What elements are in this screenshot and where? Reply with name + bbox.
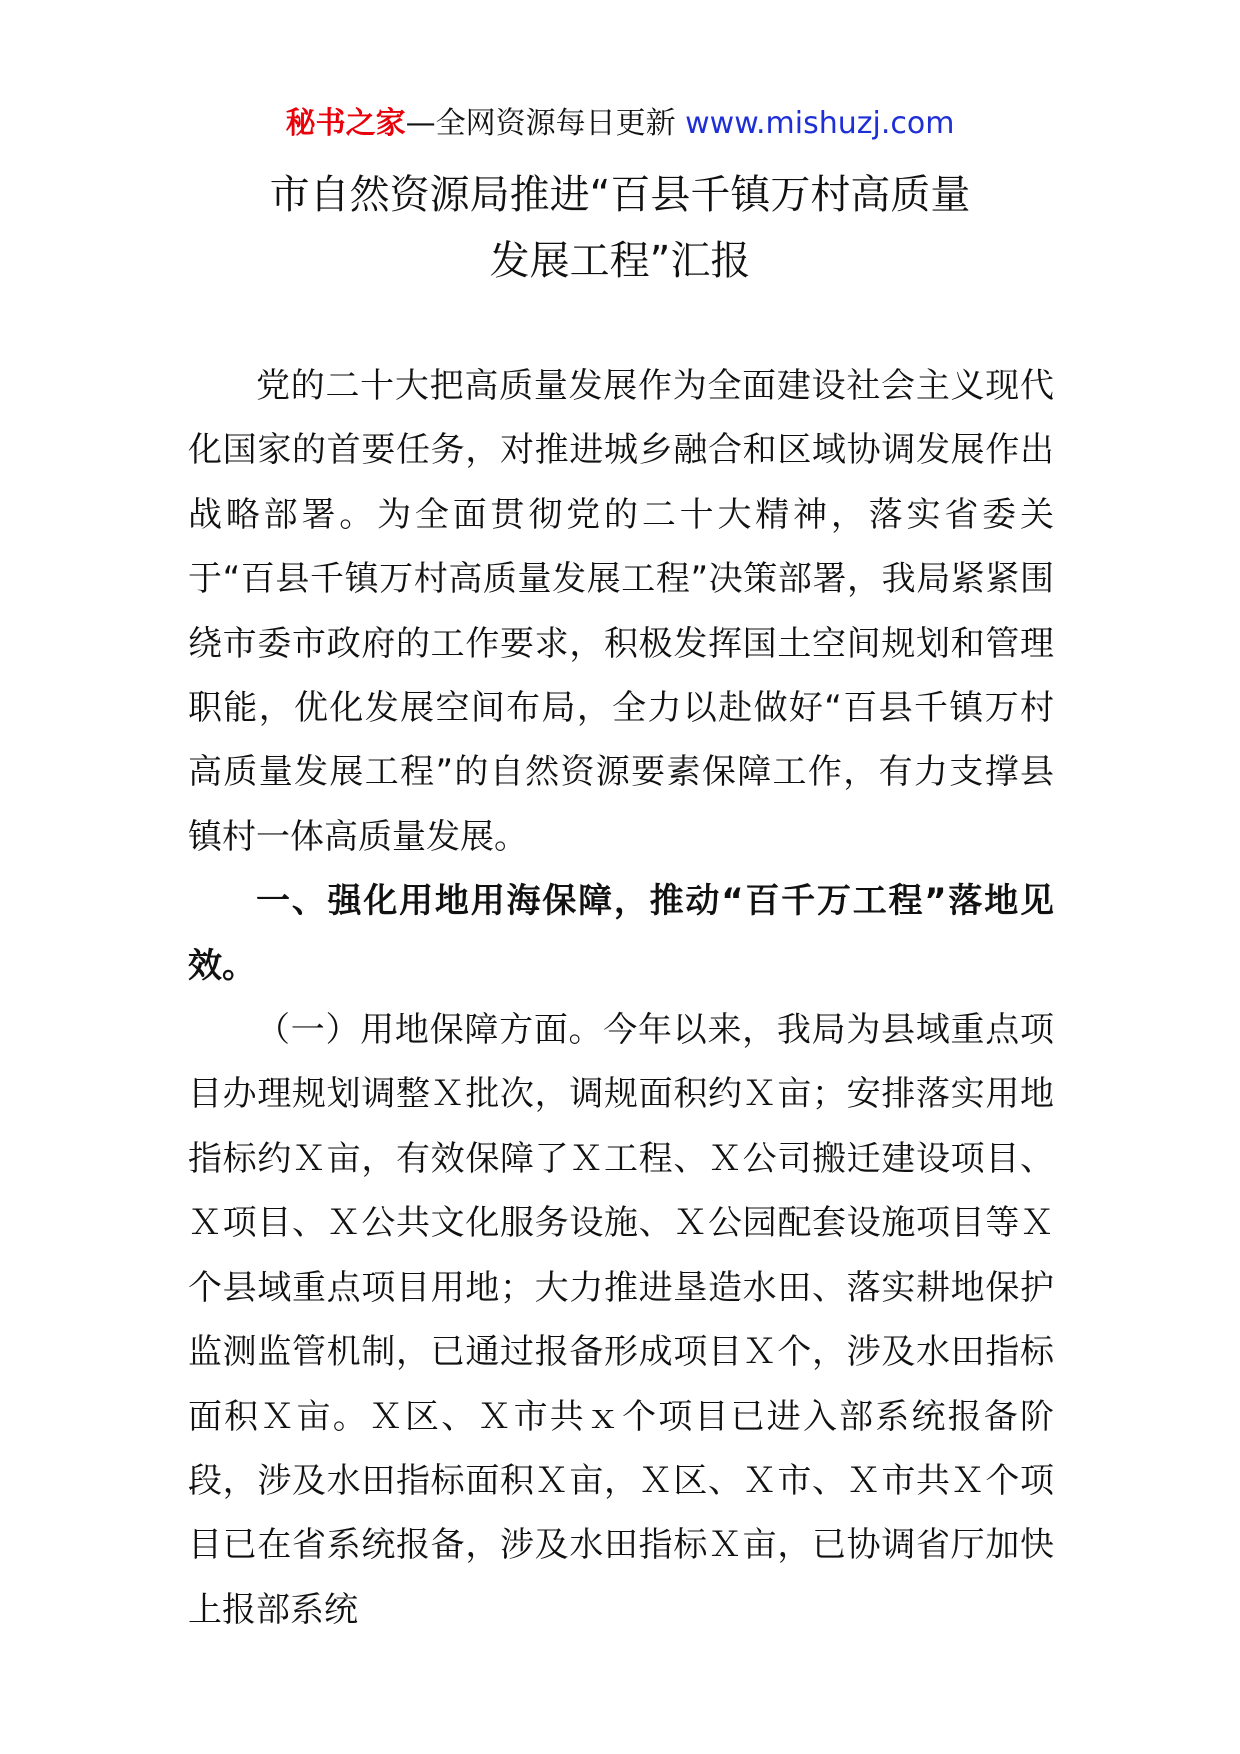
header-tagline: —全网资源每日更新 [405, 106, 676, 141]
title-line-2: 发展工程”汇报 [489, 238, 751, 284]
section-heading-1: 一、强化用地用海保障，推动“百千万工程”落地见效。 [188, 881, 1054, 986]
brand-name: 秘书之家 [285, 106, 406, 141]
site-header [0, 100, 1240, 148]
site-url-link[interactable]: www.mishuzj.com [685, 106, 955, 141]
subsection-paragraph-1: （一）用地保障方面。今年以来，我局为县域重点项目办理规划调整Ｘ批次，调规面积约Ｘ亩；安排落实用地指标约Ｘ亩，有效保障了Ｘ工程、Ｘ公司搬迁建设项目、Ｘ项目、Ｘ公共文化服务设施、Ｘ公园配套设施项目等Ｘ个县域重点项目用地；大力推进垦造水田、落实耕地保护监测监管机制，已通过报备形成项目Ｘ个，涉及水田指标面积Ｘ亩。Ｘ区、Ｘ市共ｘ个项目已进入部系统报备阶段，涉及水田指标面积Ｘ亩，Ｘ区、Ｘ市、Ｘ市共Ｘ个项目已在省系统报备，涉及水田指标Ｘ亩，已协调省厅加快上报部系统 [188, 1010, 1054, 1630]
title-line-1: 市自然资源局推进“百县千镇万村高质量 [269, 172, 971, 218]
document-body [188, 354, 1054, 1642]
document-title [0, 162, 1240, 294]
intro-paragraph: 党的二十大把高质量发展作为全面建设社会主义现代化国家的首要任务，对推进城乡融合和区域协调发展作出战略部署。为全面贯彻党的二十大精神，落实省委关于“百县千镇万村高质量发展工程”决策部署，我局紧紧围绕市委市政府的工作要求，积极发挥国土空间规划和管理职能，优化发展空间布局，全力以赴做好“百县千镇万村高质量发展工程”的自然资源要素保障工作，有力支撑县镇村一体高质量发展。 [188, 366, 1054, 857]
